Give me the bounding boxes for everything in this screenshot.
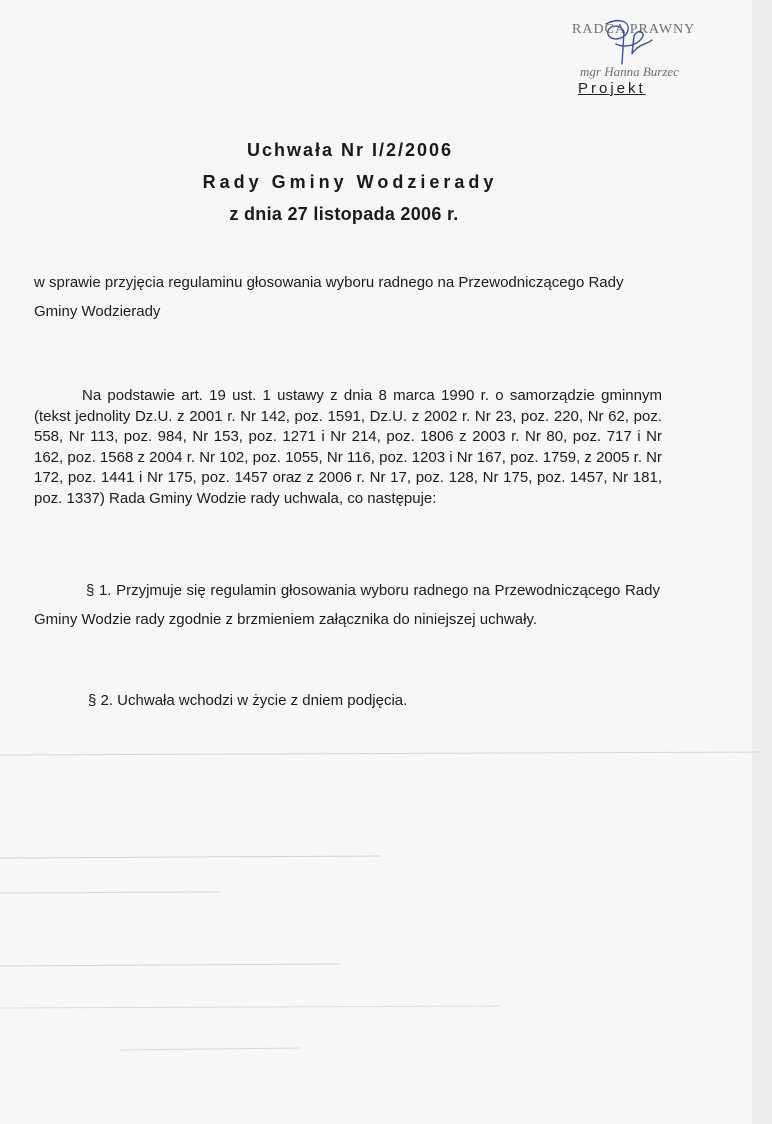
section-1 bbox=[34, 576, 660, 634]
section-2: § 2. Uchwała wchodzi w życie z dniem podjęcia. bbox=[88, 692, 408, 709]
council-name: Rady Gminy Wodzierady bbox=[202, 172, 498, 192]
legal-basis-paragraph bbox=[34, 386, 662, 509]
stamp-name: mgr Hanna Burzec bbox=[580, 64, 679, 79]
resolution-subject: w sprawie przyjęcia regulaminu głosowania wyboru radnego na Przewodniczącego Rady Gminy Wodzierady bbox=[34, 274, 624, 320]
resolution-number: Uchwała Nr I/2/2006 bbox=[246, 140, 454, 160]
legal-basis-text: Na podstawie art. 19 ust. 1 ustawy z dnia 8 marca 1990 r. o samorządzie gminnym (tekst jednolity Dz.U. z 2001 r. Nr 142, poz. 1591, Dz.U. z 2002 r. Nr 23, poz. 220, Nr 62, poz. 558, Nr 113, poz. 984, Nr 153, poz. 1271 i Nr 214, poz. 1806 z 2003 r. Nr 80, poz. 717 i Nr 162, poz. 1568 z 2004 r. Nr 102, poz. 1055, Nr 116, poz. 1203 i Nr 167, poz. 1759, z 2005 r. Nr 172, poz. 1441 i Nr 175, poz. 1457 oraz z 2006 r. Nr 17, poz. 128, Nr 175, poz. 1457, Nr 181, poz. 1337) Rada Gminy Wodzie rady uchwala, co następuje: bbox=[34, 387, 662, 507]
stamp-title: RADCA PRAWNY bbox=[572, 22, 696, 37]
draft-label: Projekt bbox=[578, 80, 646, 97]
legal-advisor-stamp bbox=[560, 14, 710, 84]
resolution-date: z dnia 27 listopada 2006 r. bbox=[229, 204, 459, 224]
section-1-text: § 1. Przyjmuje się regulamin głosowania wyboru radnego na Przewodniczącego Rady Gminy Wodzie rady zgodnie z brzmieniem załącznika do niniejszej uchwały. bbox=[34, 582, 660, 628]
